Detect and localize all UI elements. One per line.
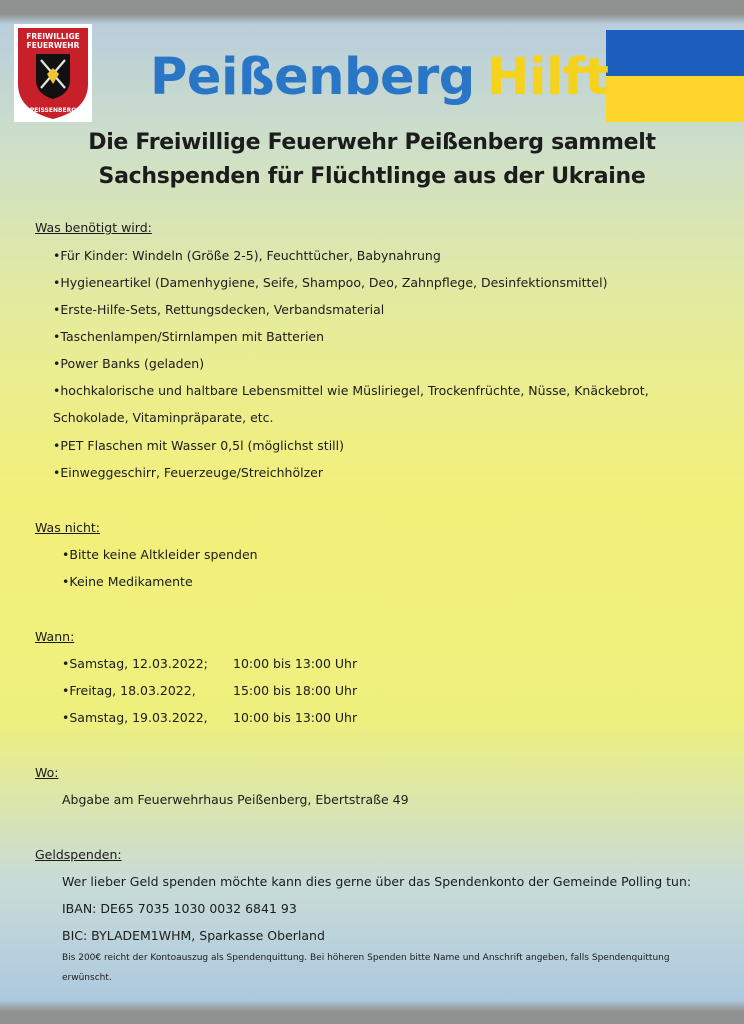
not-wanted-item: •Keine Medikamente: [62, 574, 193, 589]
subtitle-line1: Die Freiwillige Feuerwehr Peißenberg sammelt: [88, 130, 656, 155]
where-heading: Wo:: [35, 765, 59, 780]
when-time: 10:00 bis 13:00 Uhr: [233, 656, 358, 671]
money-note: Bis 200€ reicht der Kontoauszug als Spendenquittung. Bei höheren Spenden bitte Name und Anschrift angeben, falls Spendenquittung: [62, 953, 670, 963]
not-wanted-item: •Bitte keine Altkleider spenden: [62, 547, 258, 562]
iban: IBAN: DE65 7035 1030 0032 6841 93: [62, 901, 297, 916]
flag-blue-stripe: [606, 30, 744, 76]
headline-hilft: Hilft: [486, 48, 609, 107]
when-time: 15:00 bis 18:00 Uhr: [233, 683, 358, 698]
needed-item: •hochkalorische und haltbare Lebensmittel wie Müsliriegel, Trockenfrüchte, Nüsse, Knäckebrot,: [53, 383, 649, 398]
fire-brigade-logo: [14, 24, 92, 122]
money-heading: Geldspenden:: [35, 847, 122, 862]
needed-heading: Was benötigt wird:: [35, 220, 152, 235]
flag-yellow-stripe: [606, 76, 744, 122]
headline: [150, 48, 609, 107]
needed-item: •Für Kinder: Windeln (Größe 2-5), Feuchttücher, Babynahrung: [53, 248, 441, 263]
when-date: •Samstag, 12.03.2022;: [62, 656, 208, 671]
headline-town: Peißenberg: [150, 48, 475, 107]
not-wanted-heading: Was nicht:: [35, 520, 101, 535]
when-time: 10:00 bis 13:00 Uhr: [233, 710, 358, 725]
needed-item: •Hygieneartikel (Damenhygiene, Seife, Shampoo, Deo, Zahnpflege, Desinfektionsmittel): [53, 275, 608, 290]
logo-text-line1: FREIWILLIGE: [26, 32, 80, 41]
needed-item: •Taschenlampen/Stirnlampen mit Batterien: [53, 329, 325, 344]
when-heading: Wann:: [35, 629, 75, 644]
where-text: Abgabe am Feuerwehrhaus Peißenberg, Ebertstraße 49: [62, 792, 409, 807]
logo-text-line3: PEISSENBERG: [29, 107, 77, 114]
needed-item: •PET Flaschen mit Wasser 0,5l (möglichst still): [53, 438, 345, 453]
subtitle-line2: Sachspenden für Flüchtlinge aus der Ukraine: [98, 164, 646, 189]
when-date: •Freitag, 18.03.2022,: [62, 683, 196, 698]
money-intro: Wer lieber Geld spenden möchte kann dies gerne über das Spendenkonto der Gemeinde Polling tun:: [62, 874, 692, 889]
bic: BIC: BYLADEM1WHM, Sparkasse Oberland: [62, 928, 325, 943]
when-date: •Samstag, 19.03.2022,: [62, 710, 208, 725]
needed-item-continued: Schokolade, Vitaminpräparate, etc.: [53, 410, 274, 425]
needed-item: •Einweggeschirr, Feuerzeuge/Streichhölzer: [53, 465, 323, 480]
needed-item: •Power Banks (geladen): [53, 356, 205, 371]
ukraine-flag: [606, 30, 744, 122]
needed-item: •Erste-Hilfe-Sets, Rettungsdecken, Verbandsmaterial: [53, 302, 385, 317]
logo-text-line2: FEUERWEHR: [26, 41, 80, 50]
money-note-continued: erwünscht.: [62, 973, 112, 983]
